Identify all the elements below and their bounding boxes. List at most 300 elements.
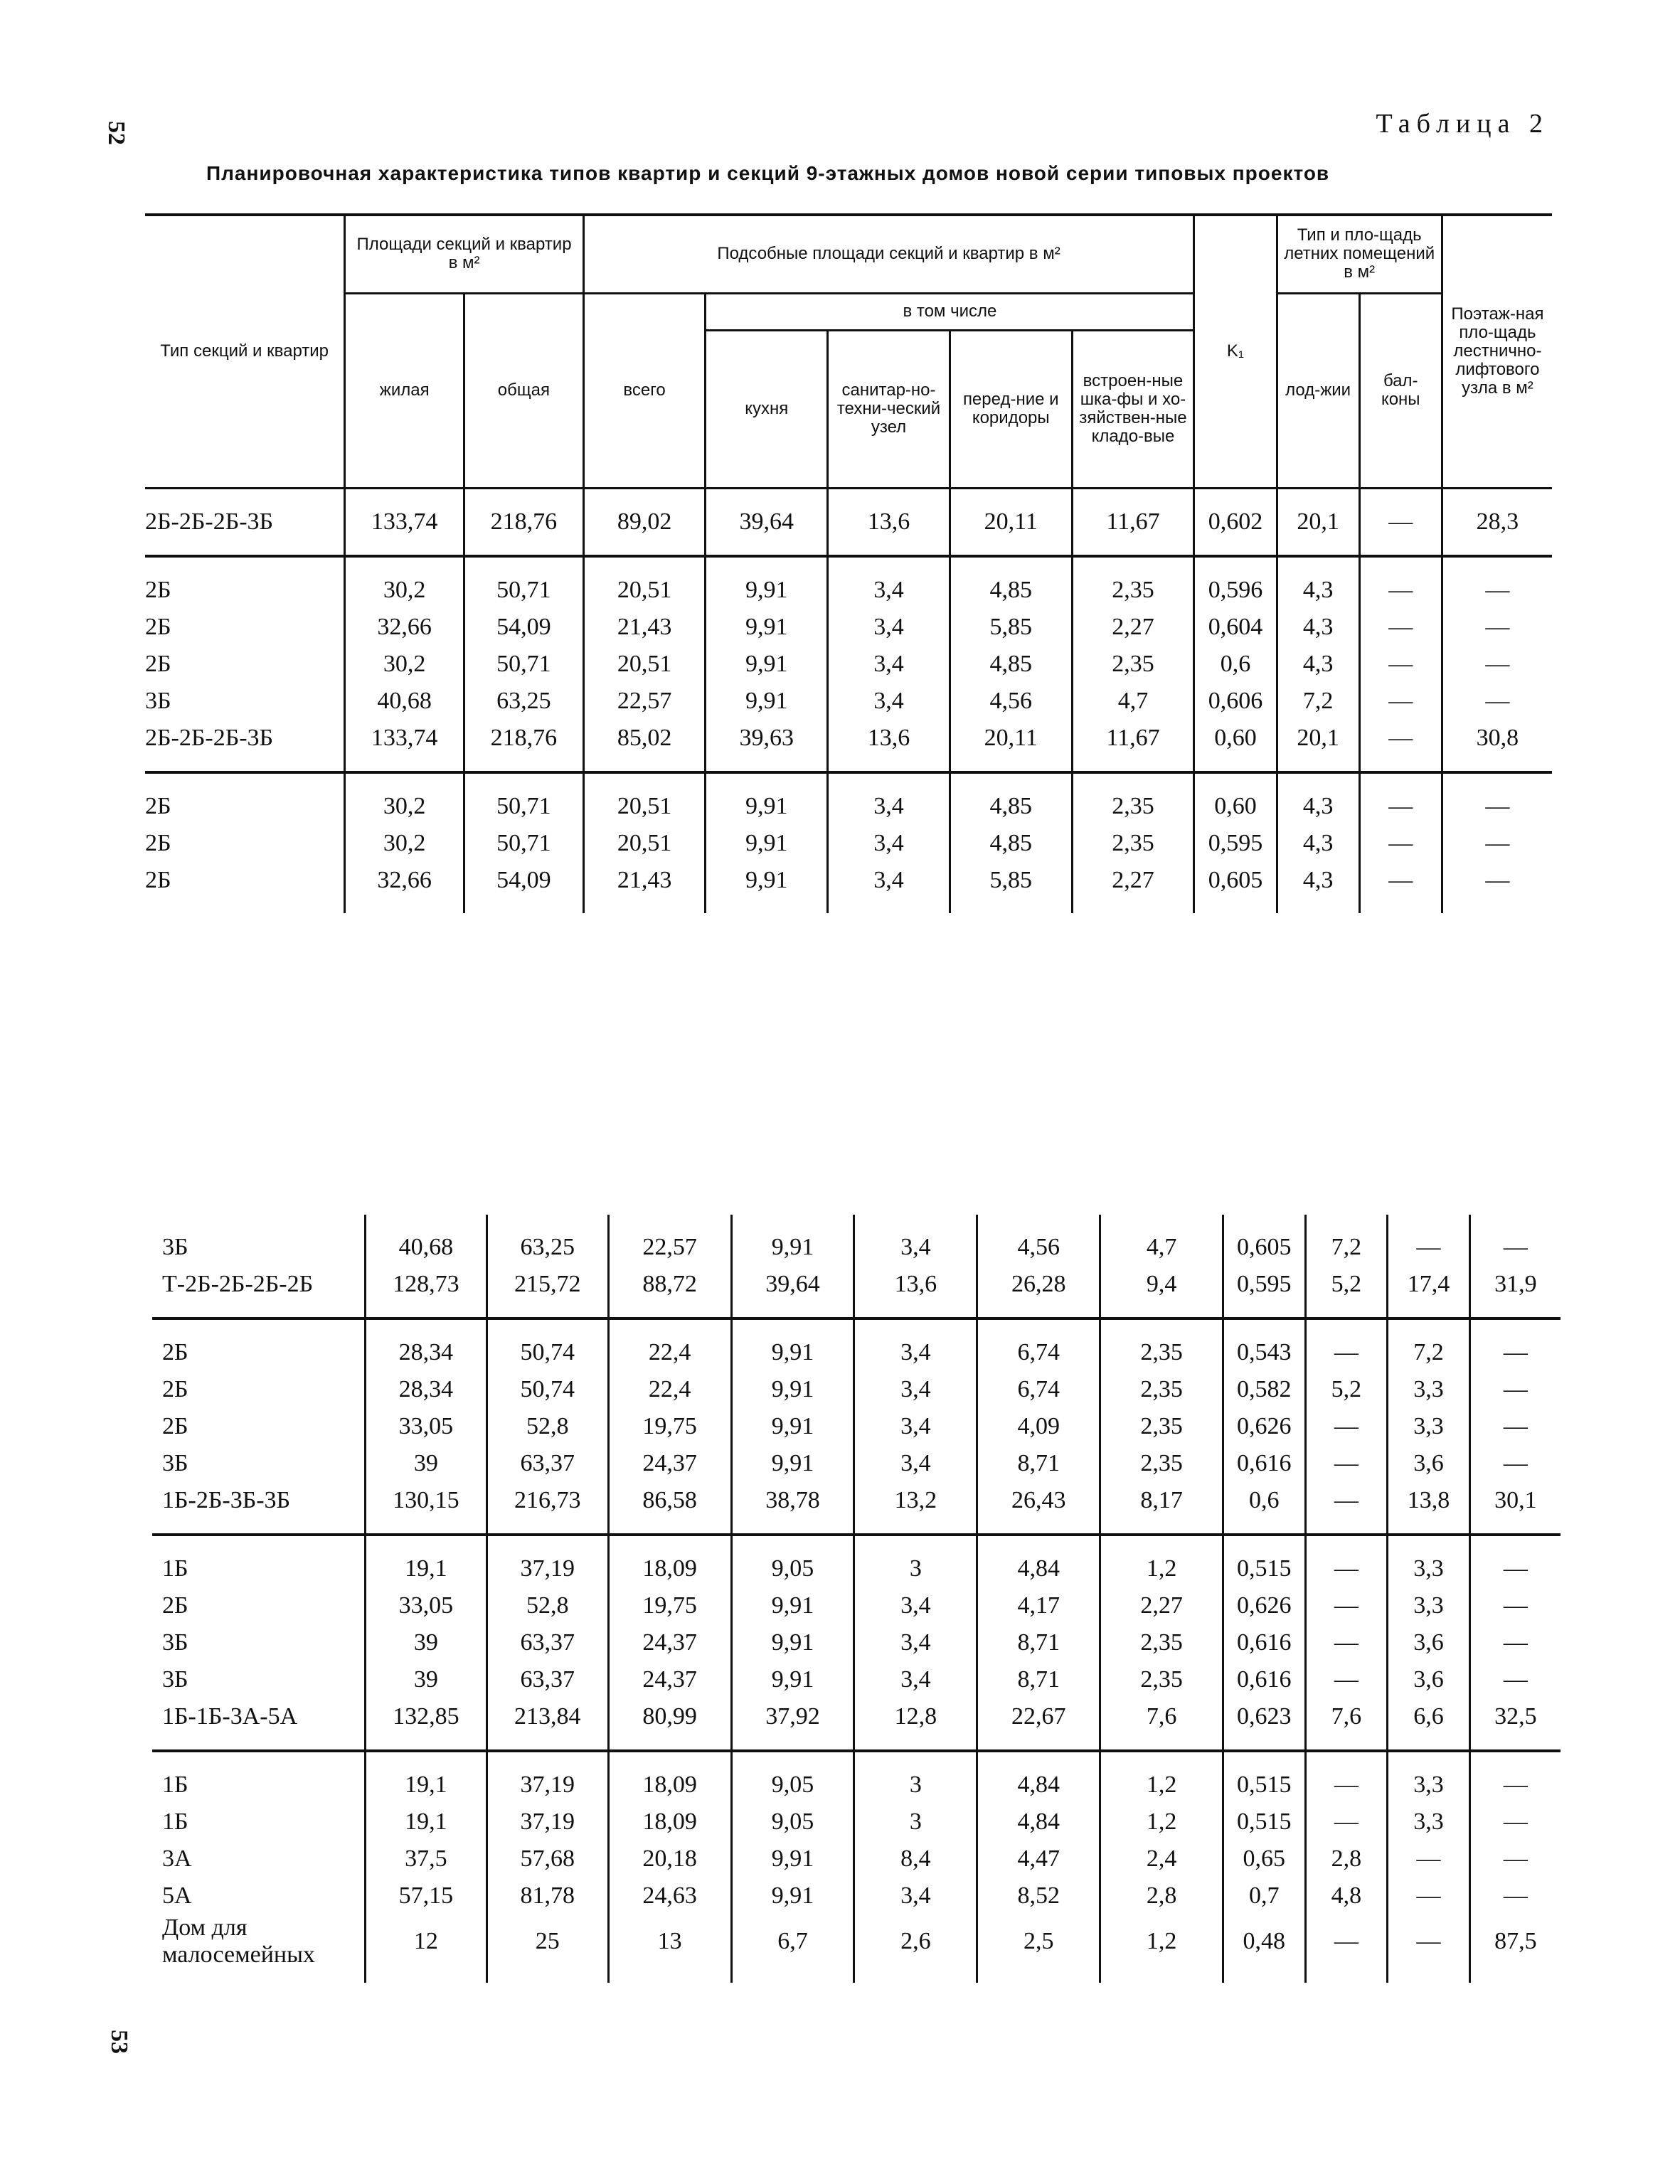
- table-row: [152, 1319, 1561, 1371]
- table-cell: 2,35: [1100, 1319, 1223, 1371]
- table-cell: —: [1469, 1587, 1561, 1624]
- table-cell: 0,602: [1194, 488, 1277, 556]
- table-row: [152, 1841, 1561, 1877]
- cell-type: 1Б-1Б-3А-5А: [152, 1698, 366, 1751]
- table-cell: 30,2: [345, 646, 464, 683]
- cell-type: 3Б: [162, 1234, 188, 1260]
- table-row: [145, 556, 1552, 609]
- cell-type: 2Б-2Б-2Б-3Б: [145, 720, 345, 772]
- table-cell: 9,91: [731, 1408, 854, 1445]
- table-cell: 9,91: [731, 1624, 854, 1661]
- table-cell: 9,05: [731, 1535, 854, 1587]
- table-cell: 37,92: [731, 1698, 854, 1751]
- table-cell: —: [1305, 1804, 1388, 1841]
- cell-type: 1Б: [162, 1772, 188, 1798]
- cell-type: 2Б: [145, 792, 171, 819]
- table-cell: 215,72: [487, 1266, 608, 1319]
- table-cell: 17,4: [1388, 1266, 1470, 1319]
- table-cell: 2,6: [854, 1914, 977, 1983]
- table-cell: 0,626: [1223, 1587, 1306, 1624]
- cell-type: 2Б: [145, 650, 171, 677]
- table-cell: 9,91: [731, 1877, 854, 1914]
- table-row: [152, 1445, 1561, 1482]
- table-cell: —: [1442, 683, 1552, 720]
- table-cell: 2,35: [1100, 1661, 1223, 1698]
- page-number-bottom: 53: [106, 2030, 132, 2054]
- table-cell: 0,515: [1223, 1804, 1306, 1841]
- cell-type: 2Б: [162, 1376, 188, 1402]
- table-cell: 3,4: [854, 1371, 977, 1408]
- table-cell: 0,616: [1223, 1661, 1306, 1698]
- table-cell: —: [1305, 1408, 1388, 1445]
- table-cell: 11,67: [1072, 488, 1194, 556]
- table-row: [145, 488, 1552, 556]
- table-cell: 9,91: [731, 1445, 854, 1482]
- table-cell: 57,68: [487, 1841, 608, 1877]
- table-cell: —: [1359, 556, 1442, 609]
- table-cell: 32,66: [345, 609, 464, 646]
- table-cell: 0,596: [1194, 556, 1277, 609]
- table-cell: 2,27: [1100, 1587, 1223, 1624]
- table-cell: 9,05: [731, 1804, 854, 1841]
- table-cell: —: [1305, 1535, 1388, 1587]
- table-cell: 8,17: [1100, 1482, 1223, 1535]
- table-cell: 7,2: [1388, 1319, 1470, 1371]
- table-cell: —: [1305, 1661, 1388, 1698]
- table-cell: 7,2: [1305, 1215, 1388, 1266]
- table-cell: 0,616: [1223, 1624, 1306, 1661]
- table-cell: 0,60: [1194, 720, 1277, 772]
- cell-type: 2Б: [162, 1339, 188, 1365]
- table-cell: —: [1305, 1482, 1388, 1535]
- table-cell: 0,605: [1194, 862, 1277, 913]
- table-cell: —: [1359, 825, 1442, 862]
- table-cell: 30,1: [1469, 1482, 1561, 1535]
- table-cell: —: [1469, 1215, 1561, 1266]
- table-cell: 1,2: [1100, 1914, 1223, 1983]
- table-cell: 2,27: [1072, 609, 1194, 646]
- table-cell: 4,85: [950, 772, 1072, 825]
- table-cell: 4,3: [1277, 556, 1359, 609]
- table-row: [145, 772, 1552, 825]
- table-cell: 2,35: [1072, 825, 1194, 862]
- table-cell: —: [1359, 609, 1442, 646]
- table-cell: 24,63: [608, 1877, 731, 1914]
- table-cell: 22,57: [608, 1215, 731, 1266]
- table-cell: 2,35: [1100, 1624, 1223, 1661]
- table-cell: 3,4: [828, 683, 950, 720]
- cell-type: 3Б: [162, 1666, 188, 1693]
- table-cell: 4,56: [977, 1215, 1100, 1266]
- table-cell: 4,3: [1277, 772, 1359, 825]
- table-cell: 20,51: [583, 556, 706, 609]
- table-cell: 11,67: [1072, 720, 1194, 772]
- cell-type: 1Б-2Б-3Б-3Б: [152, 1482, 366, 1535]
- table-cell: 18,09: [608, 1535, 731, 1587]
- table-cell: 50,71: [464, 772, 584, 825]
- table-cell: 0,48: [1223, 1914, 1306, 1983]
- table-cell: 0,543: [1223, 1319, 1306, 1371]
- table-cell: 24,37: [608, 1624, 731, 1661]
- table-cell: 13,2: [854, 1482, 977, 1535]
- table-cell: 3,4: [828, 772, 950, 825]
- table-row: [152, 1914, 1561, 1983]
- table-cell: 0,595: [1194, 825, 1277, 862]
- table-cell: 26,43: [977, 1482, 1100, 1535]
- table-cell: 9,91: [706, 609, 828, 646]
- table-cell: 3,4: [854, 1408, 977, 1445]
- table-cell: 5,85: [950, 609, 1072, 646]
- table-cell: 2,8: [1100, 1877, 1223, 1914]
- table-cell: 21,43: [583, 609, 706, 646]
- table-cell: 38,78: [731, 1482, 854, 1535]
- table-row: [152, 1804, 1561, 1841]
- table-cell: 9,91: [731, 1841, 854, 1877]
- table-cell: 31,9: [1469, 1266, 1561, 1319]
- table-cell: 18,09: [608, 1751, 731, 1804]
- page-title: Планировочная характеристика типов квартир и секций 9-этажных домов новой серии типовых проектов: [206, 162, 1330, 184]
- table-cell: 30,8: [1442, 720, 1552, 772]
- table-cell: 3,4: [854, 1877, 977, 1914]
- table-cell: 30,2: [345, 556, 464, 609]
- table-cell: 12: [366, 1914, 487, 1983]
- table-cell: 4,3: [1277, 825, 1359, 862]
- col-header-living: жилая: [345, 293, 464, 488]
- table-cell: —: [1442, 556, 1552, 609]
- col-header-sanitary: санитар-но-техни-ческий узел: [828, 330, 950, 488]
- table-row: [152, 1408, 1561, 1445]
- table-cell: 52,8: [487, 1408, 608, 1445]
- table-cell: —: [1442, 609, 1552, 646]
- table-cell: —: [1305, 1751, 1388, 1804]
- table-cell: 2,35: [1072, 772, 1194, 825]
- table-cell: 8,4: [854, 1841, 977, 1877]
- table-cell: 30,2: [345, 825, 464, 862]
- cell-type: 2Б: [145, 866, 171, 893]
- table-cell: 33,05: [366, 1587, 487, 1624]
- table-cell: 39,64: [706, 488, 828, 556]
- table-cell: 4,47: [977, 1841, 1100, 1877]
- table-cell: 3,4: [854, 1624, 977, 1661]
- table-cell: 3,4: [854, 1215, 977, 1266]
- table-cell: 2,8: [1305, 1841, 1388, 1877]
- table-cell: 0,623: [1223, 1698, 1306, 1751]
- table-cell: 0,582: [1223, 1371, 1306, 1408]
- table-cell: —: [1359, 772, 1442, 825]
- table-row: [152, 1266, 1561, 1319]
- table-cell: —: [1469, 1445, 1561, 1482]
- table-cell: 218,76: [464, 488, 584, 556]
- table-cell: 4,85: [950, 825, 1072, 862]
- table-cell: 3,3: [1388, 1535, 1470, 1587]
- table-cell: 18,09: [608, 1804, 731, 1841]
- table-cell: 19,75: [608, 1408, 731, 1445]
- col-header-type: Тип секций и квартир: [145, 215, 345, 488]
- cell-type: 5А: [162, 1882, 192, 1909]
- table-cell: 0,604: [1194, 609, 1277, 646]
- table-cell: 13,6: [854, 1266, 977, 1319]
- table-cell: —: [1359, 720, 1442, 772]
- table-cell: 5,2: [1305, 1371, 1388, 1408]
- table-cell: 4,17: [977, 1587, 1100, 1624]
- table-cell: 4,84: [977, 1804, 1100, 1841]
- table-cell: 24,37: [608, 1445, 731, 1482]
- table-label: Таблица 2: [1376, 109, 1549, 139]
- table-cell: 9,91: [706, 556, 828, 609]
- table-cell: 39,64: [731, 1266, 854, 1319]
- col-header-loggias: лод-жии: [1277, 293, 1359, 488]
- table-cell: 4,8: [1305, 1877, 1388, 1914]
- table-cell: 40,68: [345, 683, 464, 720]
- table-cell: 26,28: [977, 1266, 1100, 1319]
- table-cell: 6,6: [1388, 1698, 1470, 1751]
- table-cell: 6,7: [731, 1914, 854, 1983]
- table-cell: 9,91: [706, 683, 828, 720]
- table-cell: 50,74: [487, 1371, 608, 1408]
- table-cell: 19,75: [608, 1587, 731, 1624]
- table-row: [152, 1535, 1561, 1587]
- table-cell: 2,35: [1100, 1408, 1223, 1445]
- table-cell: 3,4: [828, 556, 950, 609]
- col-header-auxiliary: Подсобные площади секций и квартир в м²: [583, 215, 1194, 293]
- table-cell: —: [1388, 1215, 1470, 1266]
- table-cell: 4,3: [1277, 646, 1359, 683]
- cell-type: Т-2Б-2Б-2Б-2Б: [152, 1266, 366, 1319]
- table-cell: 20,11: [950, 488, 1072, 556]
- table-cell: 32,5: [1469, 1698, 1561, 1751]
- table-cell: 4,84: [977, 1535, 1100, 1587]
- table-row: [152, 1624, 1561, 1661]
- table-cell: —: [1388, 1877, 1470, 1914]
- page-number-top: 52: [103, 121, 129, 145]
- table-row: [145, 646, 1552, 683]
- table-cell: 3,4: [854, 1661, 977, 1698]
- table-cell: 39,63: [706, 720, 828, 772]
- table-cell: 3,3: [1388, 1751, 1470, 1804]
- table-cell: 37,19: [487, 1751, 608, 1804]
- table-cell: 30,2: [345, 772, 464, 825]
- table-row: [152, 1482, 1561, 1535]
- table-cell: 4,09: [977, 1408, 1100, 1445]
- table-cell: 3,4: [828, 609, 950, 646]
- table-cell: 3,3: [1388, 1587, 1470, 1624]
- cell-type: 2Б: [145, 576, 171, 603]
- table-cell: —: [1359, 488, 1442, 556]
- table-cell: 63,25: [464, 683, 584, 720]
- table-cell: 9,91: [731, 1319, 854, 1371]
- table-cell: —: [1469, 1319, 1561, 1371]
- table-cell: —: [1442, 862, 1552, 913]
- table-cell: 57,15: [366, 1877, 487, 1914]
- table-cell: 0,626: [1223, 1408, 1306, 1445]
- table-cell: 0,60: [1194, 772, 1277, 825]
- table-top-body: [145, 488, 1552, 913]
- col-header-summer-rooms: Тип и пло-щадь летних помещений в м²: [1277, 215, 1442, 293]
- table-cell: 1,2: [1100, 1751, 1223, 1804]
- table-cell: 63,37: [487, 1661, 608, 1698]
- table-cell: 0,595: [1223, 1266, 1306, 1319]
- table-row: [152, 1698, 1561, 1751]
- table-cell: 37,19: [487, 1535, 608, 1587]
- col-header-hallways: перед-ние и коридоры: [950, 330, 1072, 488]
- table-cell: —: [1359, 683, 1442, 720]
- cell-type: 3А: [162, 1845, 192, 1872]
- table-cell: 63,25: [487, 1215, 608, 1266]
- table-cell: —: [1469, 1661, 1561, 1698]
- table-cell: 20,51: [583, 646, 706, 683]
- table-cell: 133,74: [345, 488, 464, 556]
- table-cell: 13,6: [828, 488, 950, 556]
- table-cell: 3,3: [1388, 1371, 1470, 1408]
- table-cell: 12,8: [854, 1698, 977, 1751]
- table-cell: 133,74: [345, 720, 464, 772]
- table-cell: 52,8: [487, 1587, 608, 1624]
- col-header-kitchen: кухня: [706, 330, 828, 488]
- table-cell: —: [1469, 1751, 1561, 1804]
- table-cell: 4,3: [1277, 862, 1359, 913]
- table-cell: 3: [854, 1535, 977, 1587]
- table-cell: 0,515: [1223, 1535, 1306, 1587]
- table-cell: 9,05: [731, 1751, 854, 1804]
- table-cell: 20,51: [583, 772, 706, 825]
- table-cell: 20,18: [608, 1841, 731, 1877]
- table-row: [152, 1215, 1561, 1266]
- table-cell: 4,3: [1277, 609, 1359, 646]
- table-cell: 7,2: [1277, 683, 1359, 720]
- table-cell: 9,91: [731, 1215, 854, 1266]
- table-cell: 19,1: [366, 1804, 487, 1841]
- table-cell: —: [1469, 1535, 1561, 1587]
- table-cell: 132,85: [366, 1698, 487, 1751]
- cell-type: Дом для малосемейных: [162, 1914, 315, 1968]
- table-cell: 28,34: [366, 1371, 487, 1408]
- cell-type: 1Б: [162, 1555, 188, 1582]
- table-cell: 39: [366, 1624, 487, 1661]
- table-cell: 6,74: [977, 1371, 1100, 1408]
- table-row: [145, 609, 1552, 646]
- cell-type: 2Б-2Б-2Б-3Б: [145, 488, 345, 556]
- col-header-total: общая: [464, 293, 584, 488]
- cell-type: 3Б: [162, 1629, 188, 1656]
- table-cell: 9,91: [706, 646, 828, 683]
- table-cell: 2,27: [1072, 862, 1194, 913]
- table-cell: 20,1: [1277, 720, 1359, 772]
- table-row: [145, 862, 1552, 913]
- table-cell: 5,85: [950, 862, 1072, 913]
- table-top: [145, 213, 1552, 913]
- table-cell: 9,91: [706, 772, 828, 825]
- table-cell: —: [1359, 646, 1442, 683]
- table-cell: 0,65: [1223, 1841, 1306, 1877]
- table-cell: 20,51: [583, 825, 706, 862]
- table-cell: 6,74: [977, 1319, 1100, 1371]
- table-cell: 2,35: [1072, 646, 1194, 683]
- table-cell: 39: [366, 1661, 487, 1698]
- table-cell: 4,85: [950, 646, 1072, 683]
- table-cell: 33,05: [366, 1408, 487, 1445]
- table-cell: —: [1469, 1841, 1561, 1877]
- col-header-including: в том числе: [706, 293, 1194, 330]
- col-header-stair-lift: Поэтаж-ная пло-щадь лестнично-лифтового узла в м²: [1442, 215, 1552, 488]
- table-cell: 3,4: [854, 1587, 977, 1624]
- table-cell: 216,73: [487, 1482, 608, 1535]
- cell-type: 3Б: [145, 687, 171, 714]
- table-cell: 3,4: [828, 862, 950, 913]
- cell-type: 2Б: [145, 613, 171, 640]
- table-cell: 19,1: [366, 1535, 487, 1587]
- table-cell: —: [1469, 1804, 1561, 1841]
- table-cell: 39: [366, 1445, 487, 1482]
- table-cell: 37,5: [366, 1841, 487, 1877]
- table-cell: —: [1305, 1624, 1388, 1661]
- table-cell: 2,35: [1100, 1445, 1223, 1482]
- table-cell: 1,2: [1100, 1535, 1223, 1587]
- cell-type: 1Б: [162, 1809, 188, 1835]
- table-cell: 2,5: [977, 1914, 1100, 1983]
- col-header-balconies: бал-коны: [1359, 293, 1442, 488]
- table-cell: —: [1359, 862, 1442, 913]
- table-cell: 0,616: [1223, 1445, 1306, 1482]
- table-cell: 0,515: [1223, 1751, 1306, 1804]
- table-cell: 4,7: [1100, 1215, 1223, 1266]
- table-cell: 0,6: [1194, 646, 1277, 683]
- table-cell: —: [1469, 1877, 1561, 1914]
- table-row: [152, 1877, 1561, 1914]
- table-cell: 3,6: [1388, 1445, 1470, 1482]
- table-cell: 5,2: [1305, 1266, 1388, 1319]
- table-cell: 3,6: [1388, 1661, 1470, 1698]
- table-cell: —: [1305, 1319, 1388, 1371]
- table-cell: 0,605: [1223, 1215, 1306, 1266]
- table-cell: 3,3: [1388, 1804, 1470, 1841]
- table-cell: 28,34: [366, 1319, 487, 1371]
- table-cell: 22,67: [977, 1698, 1100, 1751]
- table-cell: 3,4: [828, 825, 950, 862]
- table-cell: 3,4: [854, 1319, 977, 1371]
- table-cell: 50,74: [487, 1319, 608, 1371]
- table-cell: 54,09: [464, 862, 584, 913]
- col-header-k1: K₁: [1194, 215, 1277, 488]
- table-cell: 9,91: [731, 1587, 854, 1624]
- table-row: [152, 1661, 1561, 1698]
- table-cell: 20,1: [1277, 488, 1359, 556]
- cell-type: 2Б: [162, 1413, 188, 1439]
- table-cell: 20,11: [950, 720, 1072, 772]
- table-cell: —: [1388, 1841, 1470, 1877]
- table-cell: 3,4: [828, 646, 950, 683]
- table-row: [145, 720, 1552, 772]
- col-header-areas: Площади секций и квартир в м²: [345, 215, 583, 293]
- table-cell: 9,91: [706, 862, 828, 913]
- col-header-storage: встроен-ные шка-фы и хо-зяйствен-ные кладо-вые: [1072, 330, 1194, 488]
- cell-type: 2Б: [145, 829, 171, 856]
- table-cell: 13,6: [828, 720, 950, 772]
- col-header-aux-all: всего: [583, 293, 706, 488]
- table-cell: 3,6: [1388, 1624, 1470, 1661]
- cell-type: 3Б: [162, 1450, 188, 1476]
- table-cell: —: [1305, 1587, 1388, 1624]
- table-row: [152, 1587, 1561, 1624]
- table-cell: 1,2: [1100, 1804, 1223, 1841]
- table-cell: 8,52: [977, 1877, 1100, 1914]
- table-cell: 9,91: [731, 1661, 854, 1698]
- table-cell: 21,43: [583, 862, 706, 913]
- table-cell: 80,99: [608, 1698, 731, 1751]
- table-cell: 50,71: [464, 825, 584, 862]
- table-cell: 24,37: [608, 1661, 731, 1698]
- table-cell: —: [1469, 1408, 1561, 1445]
- cell-type: 2Б: [162, 1592, 188, 1619]
